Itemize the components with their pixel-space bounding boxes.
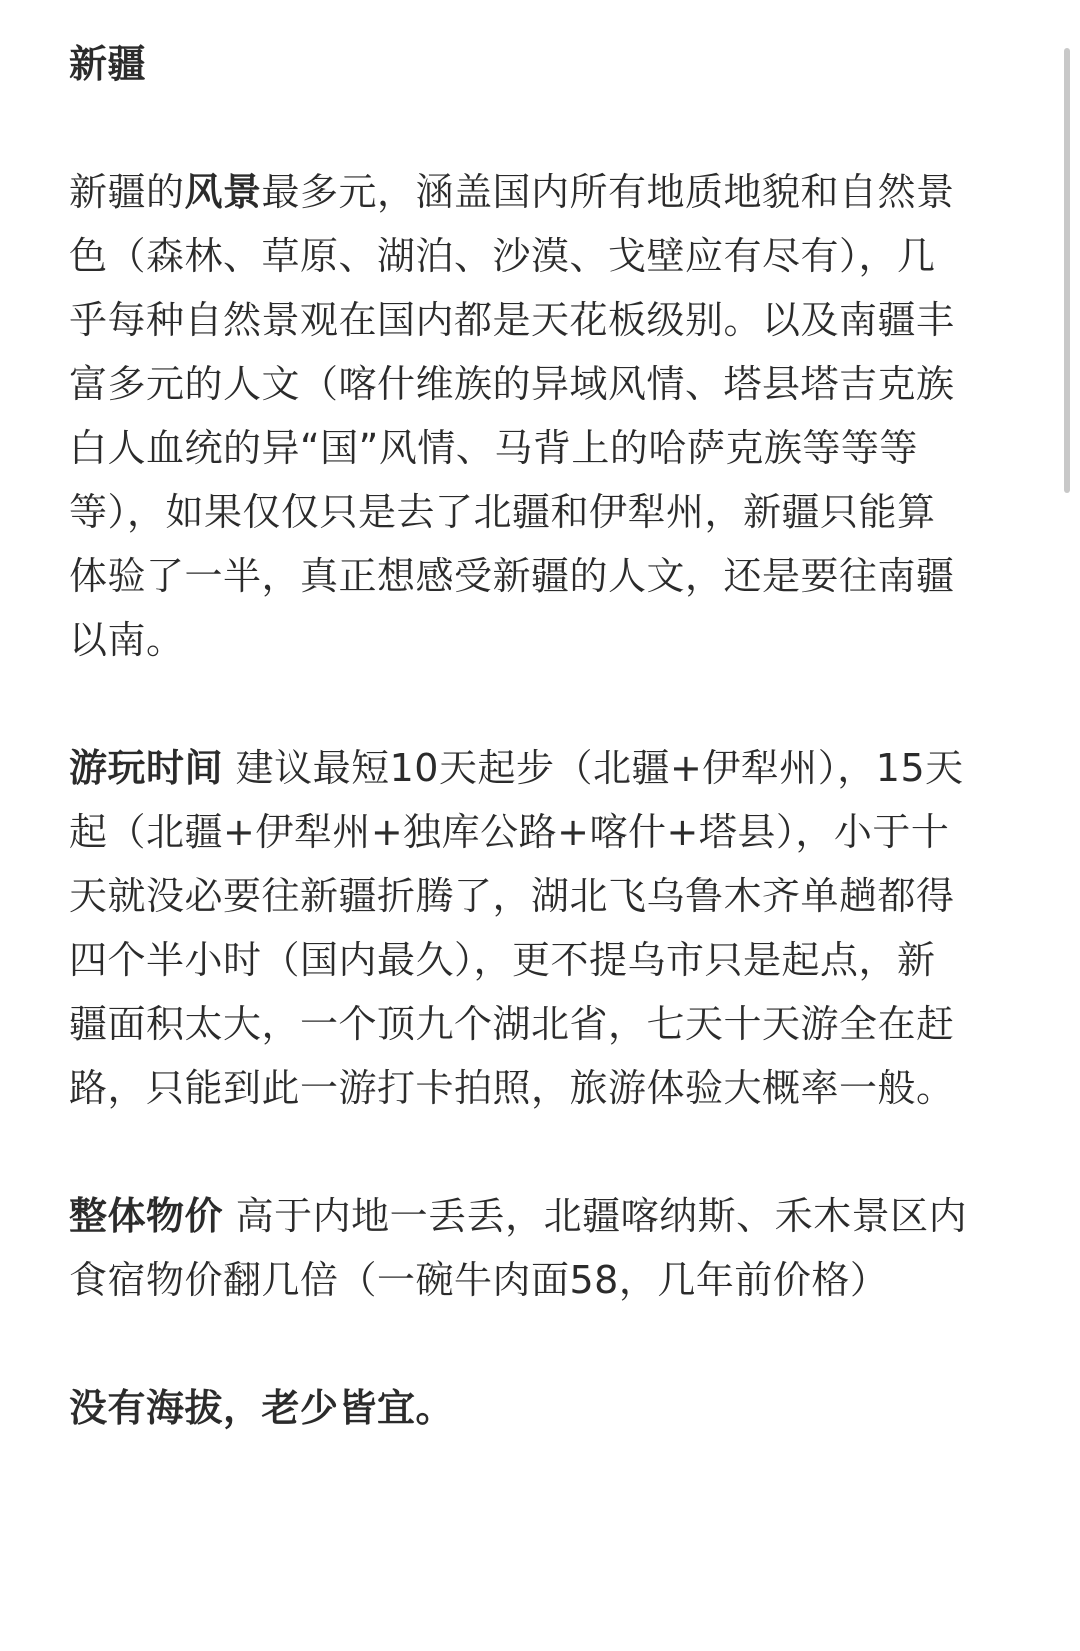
- paragraph-travel-time: [69, 736, 969, 1120]
- travel-time-text: 建议最短10天起步（北疆+伊犁州），15天起（北疆+伊犁州+独库公路+喀什+塔县），小于十天就没必要往新疆折腾了，湖北飞乌鲁木齐单趟都得四个半小时（国内最久），更不提乌市只是起点，新疆面积太大，一个顶九个湖北省，七天十天游全在赶路，只能到此一游打卡拍照，旅游体验大概率一般。: [69, 746, 964, 1110]
- scenery-keyword: 风景: [184, 170, 262, 214]
- article-title: 新疆: [69, 42, 147, 86]
- paragraph-scenery: [69, 160, 969, 672]
- travel-time-heading: 游玩时间: [69, 746, 224, 790]
- vertical-scrollbar[interactable]: [1064, 48, 1070, 493]
- prices-text: 高于内地一丢丢，北疆喀纳斯、禾木景区内食宿物价翻几倍（一碗牛肉面58，几年前价格）: [69, 1194, 968, 1302]
- paragraph-altitude: 没有海拔，老少皆宜。: [69, 1386, 455, 1430]
- article-body: [69, 32, 969, 1440]
- prices-heading: 整体物价: [69, 1194, 224, 1238]
- paragraph-prices: [69, 1184, 969, 1312]
- scenery-text-post: 最多元，涵盖国内所有地质地貌和自然景色（森林、草原、湖泊、沙漠、戈壁应有尽有），几乎每种自然景观在国内都是天花板级别。以及南疆丰富多元的人文（喀什维族的异域风情、塔县塔吉克族白人血统的异“国”风情、马背上的哈萨克族等等等等），如果仅仅只是去了北疆和伊犁州，新疆只能算体验了一半，真正想感受新疆的人文，还是要往南疆以南。: [69, 170, 955, 662]
- scenery-text-pre: 新疆的: [69, 170, 185, 214]
